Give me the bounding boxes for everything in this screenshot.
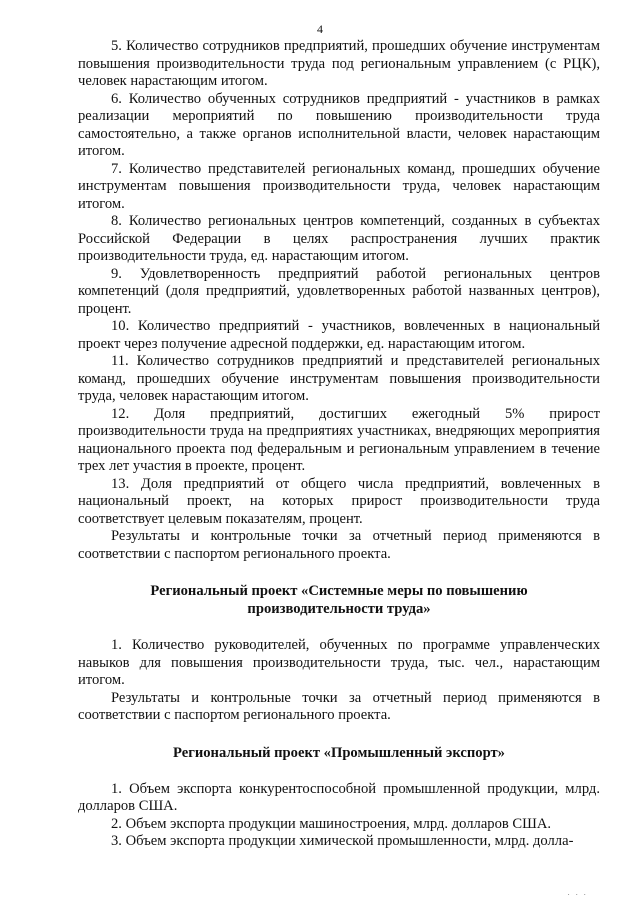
results-paragraph: Результаты и контрольные точки за отчетный период применяются в соответствии с паспортом регионального проекта. <box>78 528 600 562</box>
list-item: 7. Количество представителей региональных команд, прошедших обучение инструментам повышения производительности труда, человек нарастающим итогом. <box>78 160 600 212</box>
section-heading-industrial-export: Региональный проект «Промышленный экспорт» <box>173 744 505 761</box>
page-number: 4 <box>317 22 323 36</box>
list-item: 12. Доля предприятий, достигших ежегодный 5% прирост производительности труда на предприятиях участниках, внедряющих мероприятия национального проекта под федеральным и региональным управлением в течение трех лет участия в проекте, процент. <box>78 405 600 474</box>
section-industrial-export <box>78 781 600 851</box>
list-item: 9. Удовлетворенность предприятий работой региональных центров компетенций (доля предприятий, удовлетворенных работой названных центров), процент. <box>78 265 600 317</box>
list-item: 1. Количество руководителей, обученных по программе управленческих навыков для повышения производительности труда, тыс. чел., нарастающим итогом. <box>78 637 600 688</box>
section-system-measures <box>78 637 600 725</box>
list-item: 3. Объем экспорта продукции химической промышленности, млрд. долла- <box>111 833 574 849</box>
section-indicators-list <box>78 38 600 563</box>
list-item: 8. Количество региональных центров компетенций, созданных в субъектах Российской Федерации в целях распространения лучших практик производительности труда, ед. нарастающим итогом. <box>78 213 600 264</box>
document-body <box>78 38 600 851</box>
list-item: 1. Объем экспорта конкурентоспособной промышленной продукции, млрд. долларов США. <box>78 780 600 814</box>
results-paragraph: Результаты и контрольные точки за отчетный период применяются в соответствии с паспортом регионального проекта. <box>78 689 600 723</box>
scan-artifact-mark: · · · <box>567 891 588 899</box>
list-item: 13. Доля предприятий от общего числа предприятий, вовлеченных в национальный проект, на которых прирост производительности труда соответствует целевым показателям, процент. <box>78 475 600 527</box>
list-item: 11. Количество сотрудников предприятий и представителей региональных команд, прошедших обучение инструментам повышения производительности труда, человек нарастающим итогом. <box>78 353 600 404</box>
list-item: 10. Количество предприятий - участников, вовлеченных в национальный проект через получение адресной поддержки, ед. нарастающим итогом. <box>78 318 600 352</box>
list-item: 6. Количество обученных сотрудников предприятий - участников в рамках реализации мероприятий по повышению производительности труда самостоятельно, а также органов исполнительной власти, человек нарастающим итогом. <box>78 90 600 159</box>
list-item: 5. Количество сотрудников предприятий, прошедших обучение инструментам повышения производительности труда под региональным управлением (с РЦК), человек нарастающим итогом. <box>78 38 600 89</box>
list-item: 2. Объем экспорта продукции машиностроения, млрд. долларов США. <box>111 815 552 832</box>
section-heading-system-measures: Региональный проект «Системные меры по повышению производительности труда» <box>150 583 528 617</box>
